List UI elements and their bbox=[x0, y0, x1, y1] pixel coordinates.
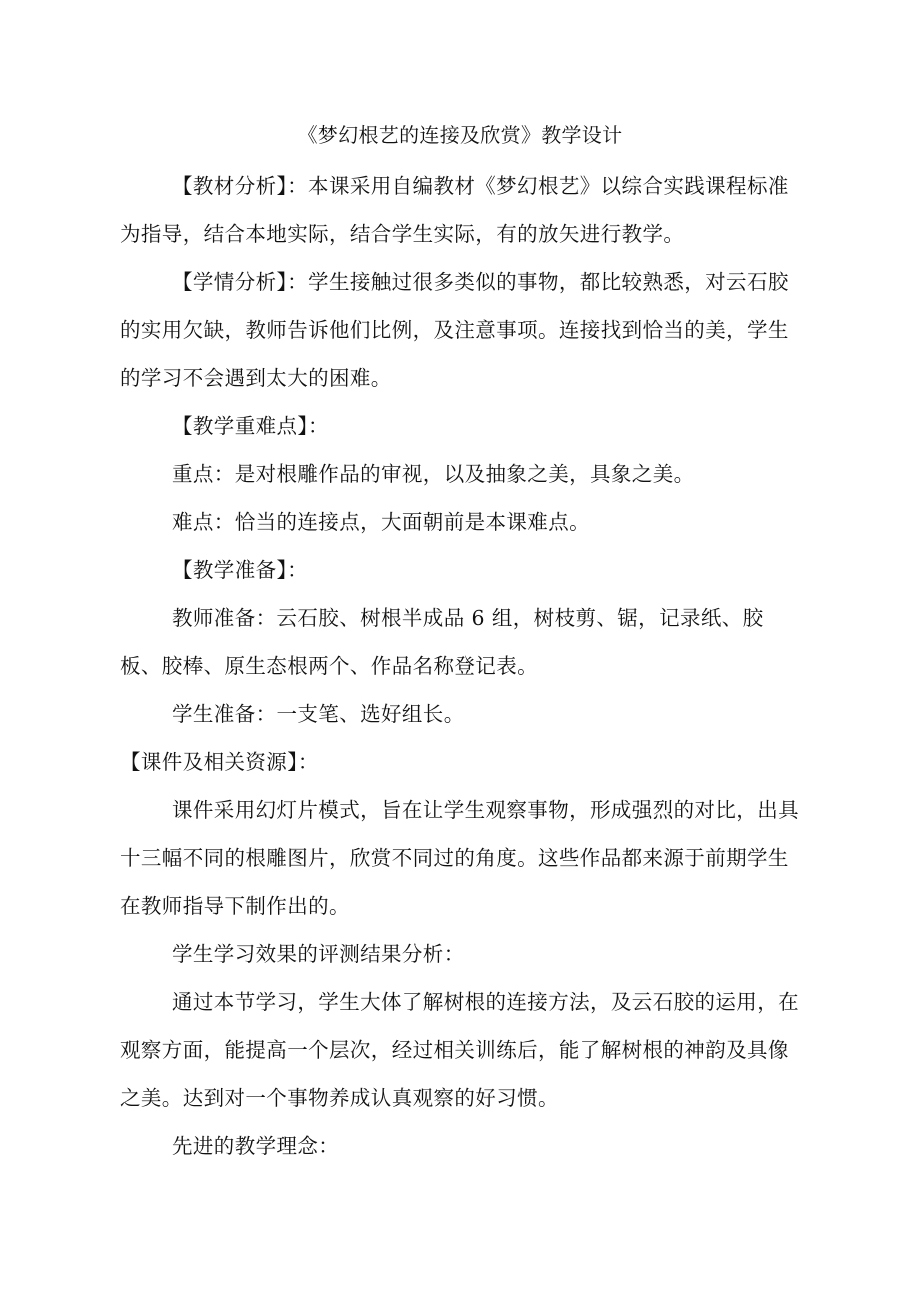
paragraph-evaluation-result: 通过本节学习，学生大体了解树根的连接方法，及云石胶的运用，在观察方面，能提高一个层次，经过相关训练后，能了解树根的神韵及具像之美。达到对一个事物养成认真观察的好习惯。 bbox=[120, 990, 799, 1110]
paragraph-learning-analysis: 【学情分析】：学生接触过很多类似的事物，都比较熟悉，对云石胶的实用欠缺，教师告诉他们比例，及注意事项。连接找到恰当的美，学生的学习不会遇到太大的困难。 bbox=[120, 270, 789, 390]
document-title: 《梦幻根艺的连接及欣赏》教学设计 bbox=[297, 123, 623, 147]
paragraph-difficult-point: 难点：恰当的连接点，大面朝前是本课难点。 bbox=[172, 510, 590, 534]
paragraph-textbook-analysis: 【教材分析】：本课采用自编教材《梦幻根艺》以综合实践课程标准为指导，结合本地实际，结合学生实际，有的放矢进行教学。 bbox=[120, 174, 789, 246]
paragraph-courseware: 课件采用幻灯片模式，旨在让学生观察事物，形成强烈的对比，出具十三幅不同的根雕图片，欣赏不同过的角度。这些作品都来源于前期学生在教师指导下制作出的。 bbox=[120, 798, 799, 918]
heading-teaching-preparation: 【教学准备】： bbox=[172, 558, 309, 582]
heading-courseware-resources: 【课件及相关资源】： bbox=[120, 750, 319, 774]
paragraph-teacher-preparation: 教师准备：云石胶、树根半成品 6 组，树枝剪、锯，记录纸、胶板、胶棒、原生态根两个、作品名称登记表。 bbox=[120, 606, 764, 678]
heading-evaluation-analysis: 学生学习效果的评测结果分析： bbox=[172, 942, 465, 966]
paragraph-key-point: 重点：是对根雕作品的审视，以及抽象之美，具象之美。 bbox=[172, 462, 695, 486]
paragraph-student-preparation: 学生准备：一支笔、选好组长。 bbox=[172, 702, 465, 726]
heading-key-difficult-points: 【教学重难点】： bbox=[172, 414, 329, 438]
heading-teaching-philosophy: 先进的教学理念： bbox=[172, 1134, 340, 1158]
